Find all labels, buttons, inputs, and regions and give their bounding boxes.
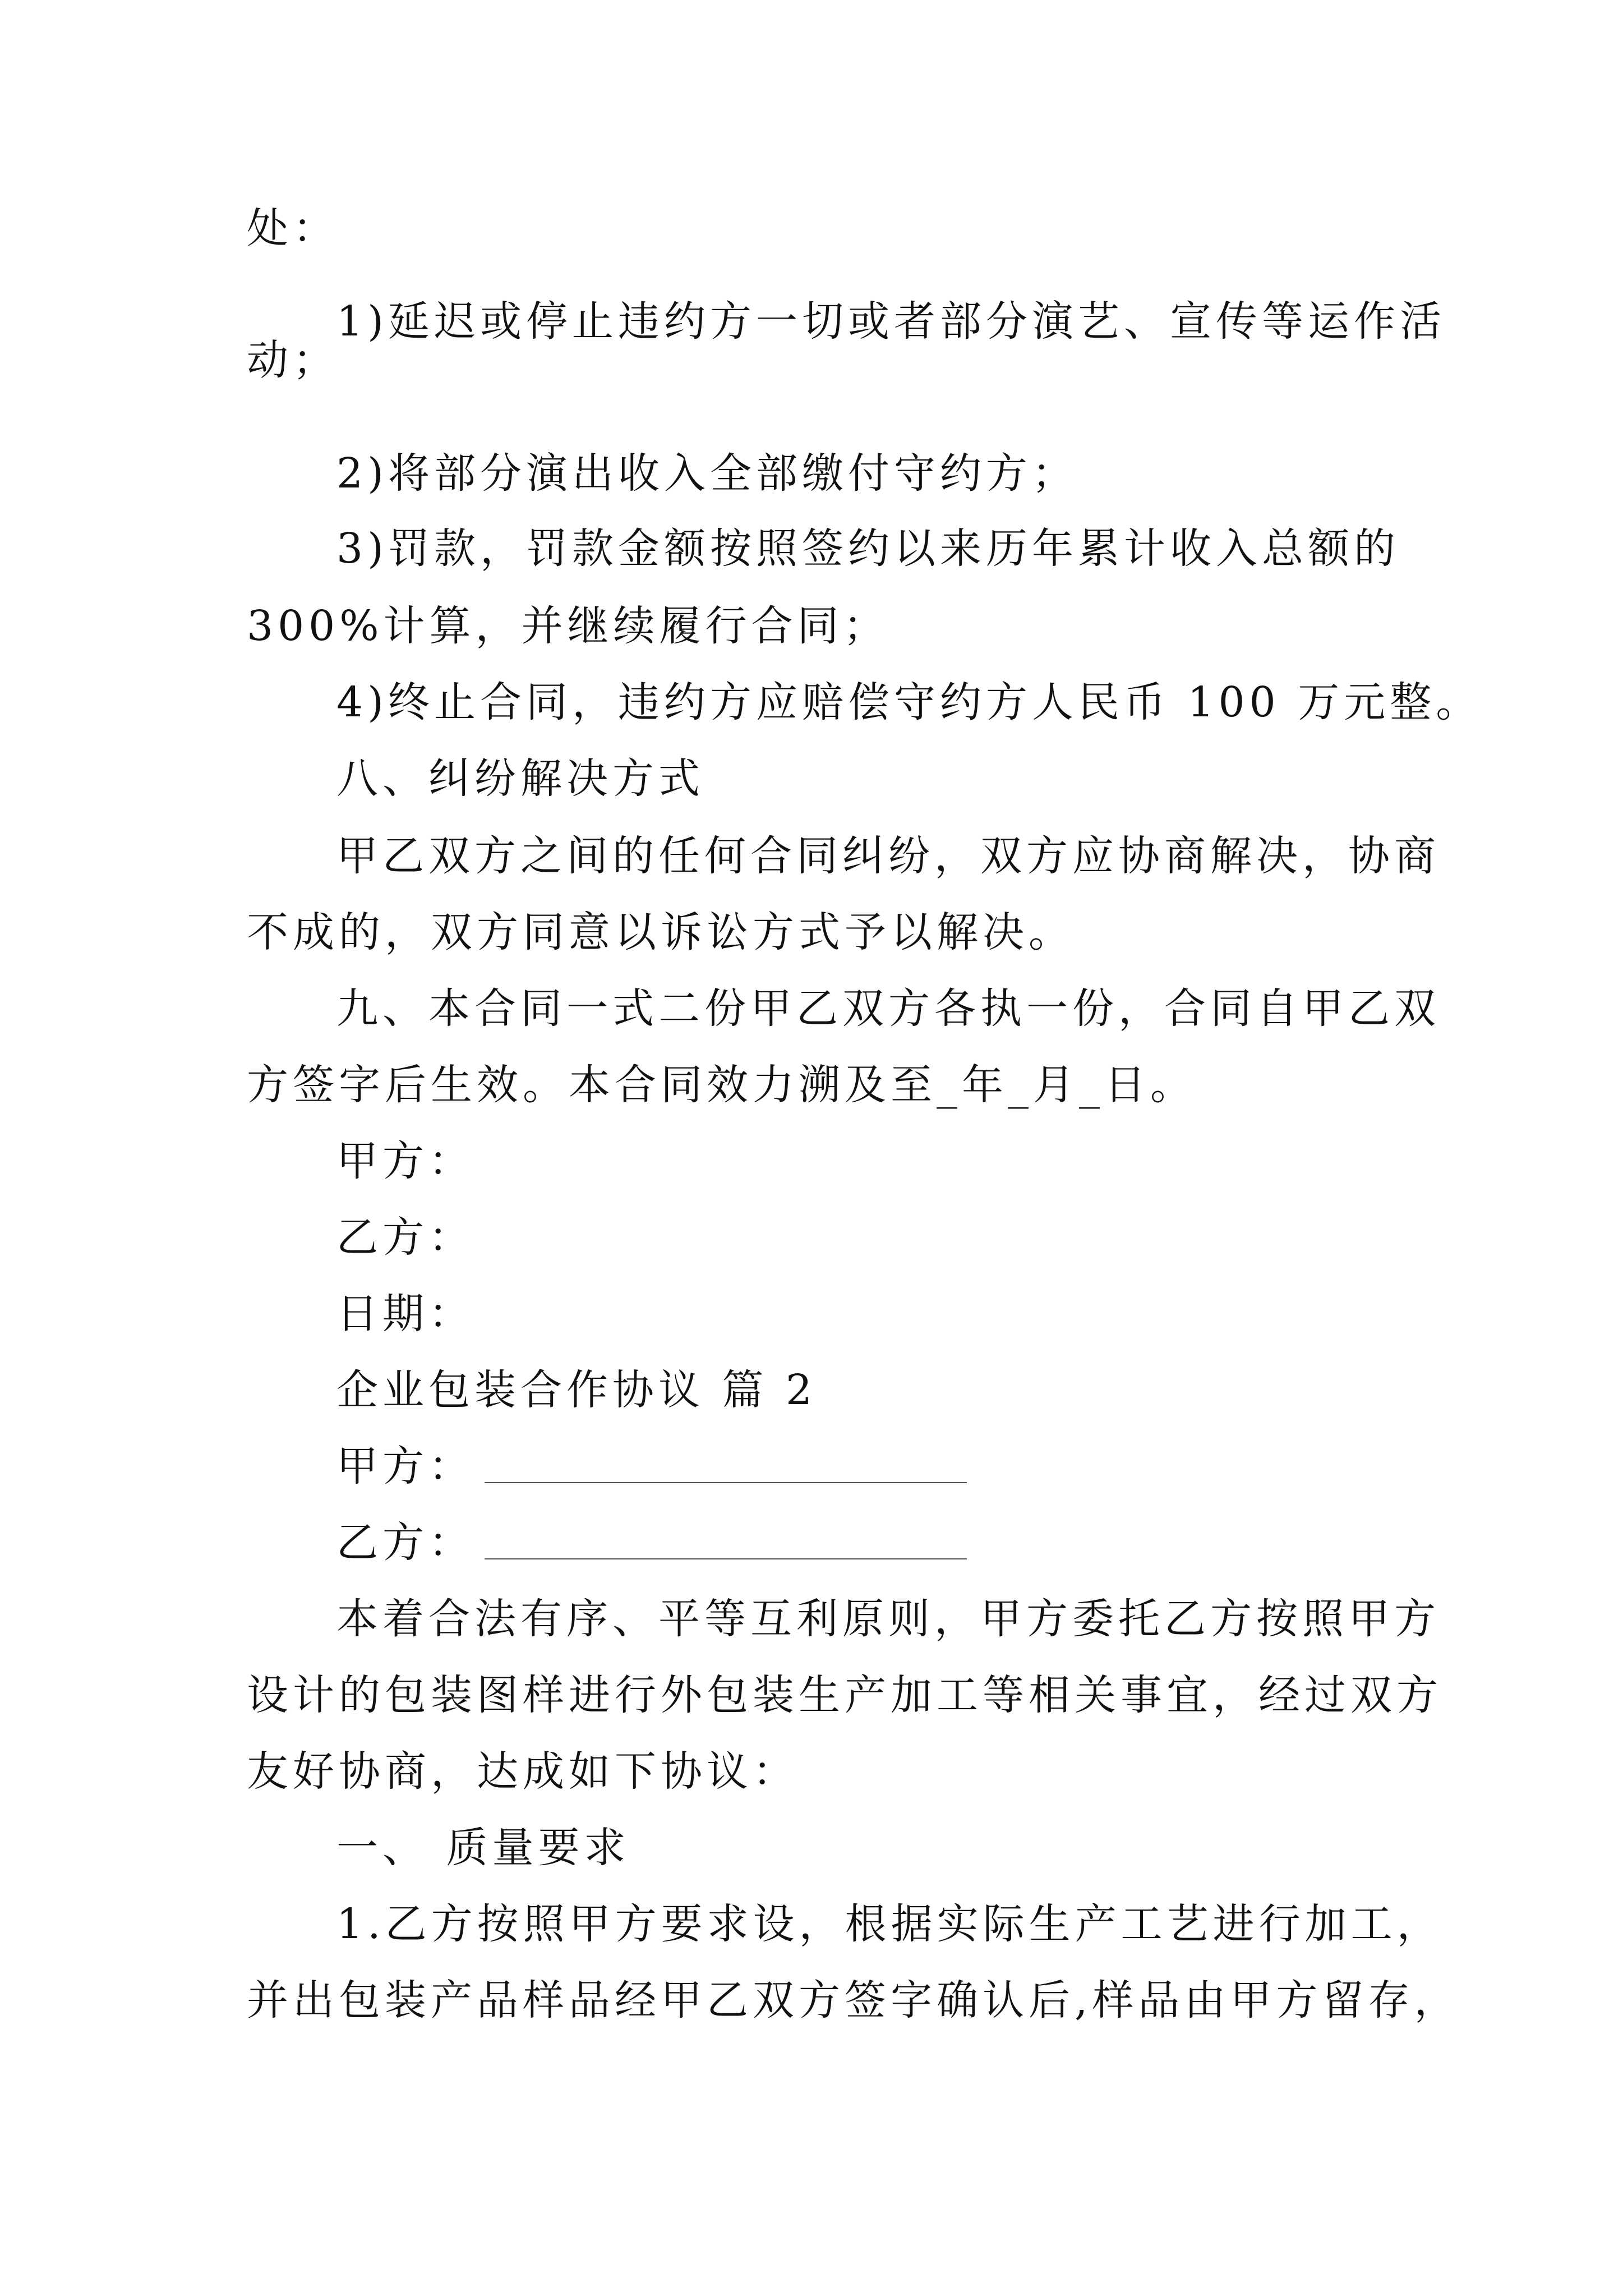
party-a-field-label: 甲方： xyxy=(336,1442,474,1490)
party-b-field xyxy=(336,1515,967,1571)
party-a-field xyxy=(336,1438,967,1494)
party-a-blank xyxy=(485,1482,967,1483)
text-line: 2)将部分演出收入全部缴付守约方； xyxy=(336,449,1078,498)
date-label: 日期： xyxy=(336,1290,474,1338)
party-b-label: 乙方： xyxy=(336,1213,474,1262)
text-line: 不成的，双方同意以诉讼方式予以解决。 xyxy=(247,908,1075,956)
section-heading: 八、纠纷解决方式 xyxy=(336,754,704,803)
text-line: 1.乙方按照甲方要求设，根据实际生产工艺进行加工， xyxy=(336,1900,1443,1948)
section-heading: 一、 质量要求 xyxy=(336,1824,630,1872)
party-b-field-label: 乙方： xyxy=(336,1519,474,1567)
text-line: 1)延迟或停止违约方一切或者部分演艺、宣传等运作活 xyxy=(336,297,1446,346)
party-a-label: 甲方： xyxy=(336,1137,474,1185)
text-line: 友好协商，达成如下协议： xyxy=(247,1747,799,1796)
agreement-title: 企业包装合作协议 篇 2 xyxy=(336,1366,817,1414)
text-line: 4)终止合同，违约方应赔偿守约方人民币 100 万元整。 xyxy=(336,678,1482,726)
text-line: 九、本合同一式二份甲乙双方各执一份，合同自甲乙双 xyxy=(336,984,1440,1033)
text-line: 300%计算，并继续履行合同； xyxy=(247,602,889,650)
text-line: 甲乙双方之间的任何合同纠纷，双方应协商解决，协商 xyxy=(336,832,1440,880)
text-line: 并出包装产品样品经甲乙双方签字确认后,样品由甲方留存， xyxy=(247,1976,1460,2024)
text-line: 本着合法有序、平等互利原则，甲方委托乙方按照甲方 xyxy=(336,1595,1440,1643)
party-b-blank xyxy=(485,1558,967,1559)
text-line: 处： xyxy=(247,204,339,252)
text-line: 方签字后生效。本合同效力溯及至_年_月_日。 xyxy=(247,1061,1196,1109)
text-line: 设计的包装图样进行外包装生产加工等相关事宜，经过双方 xyxy=(247,1671,1442,1719)
text-line: 3)罚款，罚款金额按照签约以来历年累计收入总额的 xyxy=(336,524,1400,573)
text-line: 动； xyxy=(247,336,339,384)
